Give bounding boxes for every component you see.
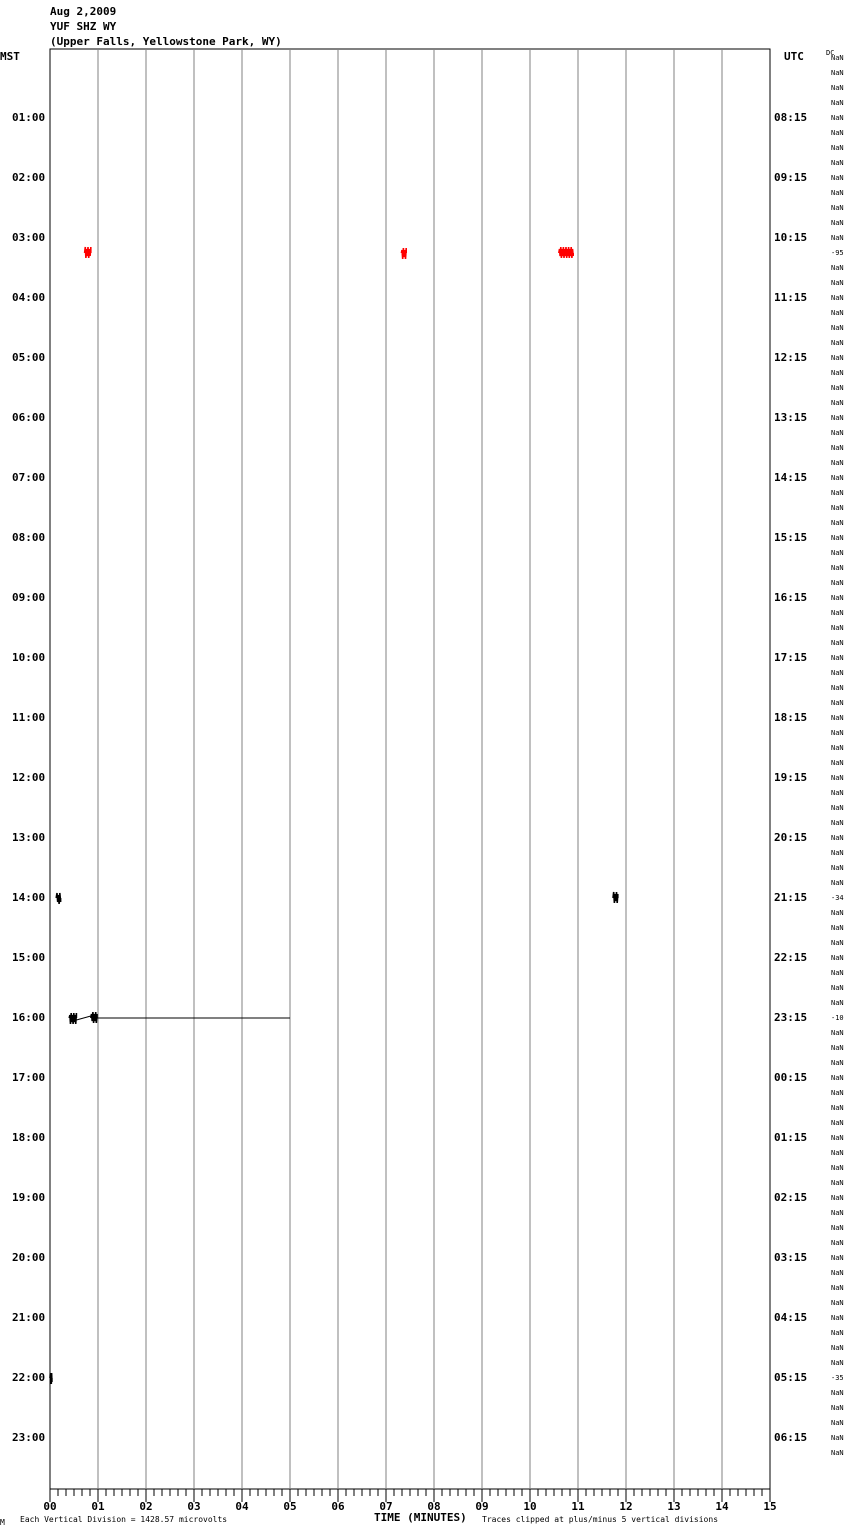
dc-offset-value: NaN [831,99,844,107]
utc-time-label: 11:15 [774,291,808,304]
dc-offset-value: NaN [831,969,844,977]
mst-time-label: 06:00 [12,411,46,424]
dc-offset-value: NaN [831,339,844,347]
dc-offset-value: NaN [831,279,844,287]
mst-time-label: 21:00 [12,1311,46,1324]
utc-time-label: 22:15 [774,951,808,964]
dc-offset-value: NaN [831,1059,844,1067]
dc-offset-value: NaN [831,1194,844,1202]
x-tick-label: 12 [619,1500,633,1513]
mst-time-label: 12:00 [12,771,46,784]
dc-offset-value: NaN [831,54,844,62]
x-tick-label: 03 [187,1500,201,1513]
utc-time-label: 13:15 [774,411,808,424]
x-axis-label: TIME (MINUTES) [374,1511,467,1524]
dc-offset-value: NaN [831,864,844,872]
dc-offset-value: NaN [831,234,844,242]
utc-time-label: 01:15 [774,1131,808,1144]
dc-offset-value: NaN [831,489,844,497]
dc-offset-value: NaN [831,624,844,632]
corner-mark: M [0,1518,5,1527]
dc-offset-value: NaN [831,1314,844,1322]
utc-time-label: 19:15 [774,771,808,784]
clip-note: Traces clipped at plus/minus 5 vertical divisions [482,1515,719,1524]
dc-offset-value: NaN [831,909,844,917]
dc-offset-value: NaN [831,1209,844,1217]
dc-offset-value: NaN [831,639,844,647]
dc-offset-value: NaN [831,1149,844,1157]
mst-time-label: 11:00 [12,711,46,724]
dc-offset-value: NaN [831,84,844,92]
x-tick-label: 15 [763,1500,777,1513]
utc-time-label: 21:15 [774,891,808,904]
dc-offset-value: NaN [831,1104,844,1112]
mst-time-label: 15:00 [12,951,46,964]
dc-offset-value: NaN [831,1269,844,1277]
mst-axis-title: MST [0,50,20,63]
utc-time-label: 06:15 [774,1431,808,1444]
chart-date: Aug 2,2009 [50,5,117,18]
dc-offset-value: NaN [831,834,844,842]
mst-time-label: 09:00 [12,591,46,604]
mst-time-label: 17:00 [12,1071,46,1084]
dc-offset-value: NaN [831,1134,844,1142]
dc-offset-value: NaN [831,69,844,77]
dc-offset-value: NaN [831,369,844,377]
dc-offset-value: -95 [831,249,844,257]
mst-time-label: 22:00 [12,1371,46,1384]
dc-offset-value: NaN [831,804,844,812]
dc-offset-value: NaN [831,384,844,392]
dc-offset-value: NaN [831,519,844,527]
mst-time-label: 14:00 [12,891,46,904]
dc-offset-value: NaN [831,1089,844,1097]
dc-offset-value: NaN [831,1434,844,1442]
utc-time-label: 03:15 [774,1251,808,1264]
x-tick-label: 00 [43,1500,57,1513]
dc-offset-value: NaN [831,159,844,167]
dc-offset-value: NaN [831,579,844,587]
dc-offset-value: NaN [831,534,844,542]
dc-offset-value: NaN [831,1239,844,1247]
dc-offset-value: NaN [831,504,844,512]
utc-time-label: 20:15 [774,831,808,844]
dc-offset-value: NaN [831,1404,844,1412]
dc-offset-value: NaN [831,564,844,572]
x-tick-label: 01 [91,1500,105,1513]
dc-offset-value: NaN [831,324,844,332]
x-tick-label: 14 [715,1500,729,1513]
dc-offset-value: NaN [831,819,844,827]
utc-time-label: 04:15 [774,1311,808,1324]
dc-offset-value: NaN [831,759,844,767]
dc-offset-value: NaN [831,429,844,437]
mst-time-label: 05:00 [12,351,46,364]
dc-offset-value: NaN [831,1044,844,1052]
x-tick-label: 05 [283,1500,297,1513]
dc-offset-value: NaN [831,1344,844,1352]
dc-offset-value: NaN [831,654,844,662]
dc-offset-value: -35 [831,1374,844,1382]
mst-time-label: 20:00 [12,1251,46,1264]
mst-time-label: 01:00 [12,111,46,124]
dc-offset-value: -34 [831,894,844,902]
dc-offset-value: NaN [831,189,844,197]
dc-offset-value: NaN [831,129,844,137]
dc-offset-value: NaN [831,459,844,467]
plot-frame [50,49,770,1489]
dc-offset-value: NaN [831,174,844,182]
dc-offset-value: NaN [831,1449,844,1457]
seismic-event-trace [56,893,60,904]
mst-time-label: 19:00 [12,1191,46,1204]
dc-offset-value: NaN [831,474,844,482]
x-tick-label: 11 [571,1500,585,1513]
dc-offset-value: NaN [831,219,844,227]
dc-offset-value: NaN [831,1254,844,1262]
x-tick-label: 04 [235,1500,249,1513]
dc-offset-value: NaN [831,954,844,962]
seismic-event-trace [91,1012,97,1023]
utc-time-label: 18:15 [774,711,808,724]
x-tick-label: 06 [331,1500,345,1513]
dc-axis-title: DC [826,49,835,57]
dc-offset-value: NaN [831,354,844,362]
dc-offset-value: NaN [831,294,844,302]
dc-offset-value: NaN [831,669,844,677]
mst-time-label: 02:00 [12,171,46,184]
utc-time-label: 05:15 [774,1371,808,1384]
dc-offset-value: NaN [831,984,844,992]
dc-offset-value: NaN [831,444,844,452]
utc-axis-title: UTC [784,50,804,63]
utc-time-label: 08:15 [774,111,808,124]
dc-offset-value: NaN [831,549,844,557]
dc-offset-value: NaN [831,939,844,947]
dc-offset-value: NaN [831,1329,844,1337]
mst-time-label: 10:00 [12,651,46,664]
dc-offset-value: NaN [831,1119,844,1127]
dc-offset-value: NaN [831,789,844,797]
dc-offset-value: NaN [831,924,844,932]
utc-time-label: 12:15 [774,351,808,364]
utc-time-label: 14:15 [774,471,808,484]
seismic-event-trace [559,247,573,258]
utc-time-label: 02:15 [774,1191,808,1204]
dc-offset-value: NaN [831,204,844,212]
dc-offset-value: NaN [831,1029,844,1037]
mst-time-label: 23:00 [12,1431,46,1444]
dc-offset-value: NaN [831,699,844,707]
utc-time-label: 15:15 [774,531,808,544]
utc-time-label: 10:15 [774,231,808,244]
utc-time-label: 16:15 [774,591,808,604]
seismic-event-trace [85,247,91,258]
dc-offset-value: NaN [831,879,844,887]
dc-offset-value: NaN [831,1224,844,1232]
dc-offset-value: NaN [831,399,844,407]
dc-offset-value: NaN [831,609,844,617]
trace-line [76,1016,90,1020]
x-tick-label: 09 [475,1500,489,1513]
dc-offset-value: NaN [831,1284,844,1292]
mst-time-label: 04:00 [12,291,46,304]
mst-time-label: 16:00 [12,1011,46,1024]
dc-offset-value: NaN [831,744,844,752]
dc-offset-value: NaN [831,1074,844,1082]
dc-offset-value: NaN [831,849,844,857]
station-location: (Upper Falls, Yellowstone Park, WY) [50,35,282,48]
x-tick-label: 10 [523,1500,537,1513]
dc-offset-value: NaN [831,1359,844,1367]
dc-offset-value: NaN [831,144,844,152]
x-tick-label: 07 [379,1500,393,1513]
mst-time-label: 13:00 [12,831,46,844]
dc-offset-value: NaN [831,309,844,317]
mst-time-label: 07:00 [12,471,46,484]
dc-offset-value: NaN [831,1389,844,1397]
dc-offset-value: NaN [831,714,844,722]
dc-offset-value: NaN [831,1419,844,1427]
mst-time-label: 03:00 [12,231,46,244]
seismic-event-trace [69,1013,76,1024]
dc-offset-value: NaN [831,114,844,122]
dc-offset-value: NaN [831,1299,844,1307]
dc-offset-value: NaN [831,414,844,422]
dc-offset-value: NaN [831,264,844,272]
dc-offset-value: -10 [831,1014,844,1022]
dc-offset-value: NaN [831,729,844,737]
x-tick-label: 13 [667,1500,681,1513]
scale-note: Each Vertical Division = 1428.57 microvolts [20,1515,228,1524]
utc-time-label: 23:15 [774,1011,808,1024]
dc-offset-value: NaN [831,999,844,1007]
dc-offset-value: NaN [831,774,844,782]
mst-time-label: 18:00 [12,1131,46,1144]
mst-time-label: 08:00 [12,531,46,544]
x-tick-label: 02 [139,1500,153,1513]
seismic-event-trace [613,892,618,903]
utc-time-label: 17:15 [774,651,808,664]
dc-offset-value: NaN [831,594,844,602]
x-tick-label: 08 [427,1500,441,1513]
dc-offset-value: NaN [831,684,844,692]
station-code: YUF SHZ WY [50,20,117,33]
dc-offset-value: NaN [831,1179,844,1187]
utc-time-label: 09:15 [774,171,808,184]
utc-time-label: 00:15 [774,1071,808,1084]
seismic-event-trace [401,248,406,259]
dc-offset-value: NaN [831,1164,844,1172]
